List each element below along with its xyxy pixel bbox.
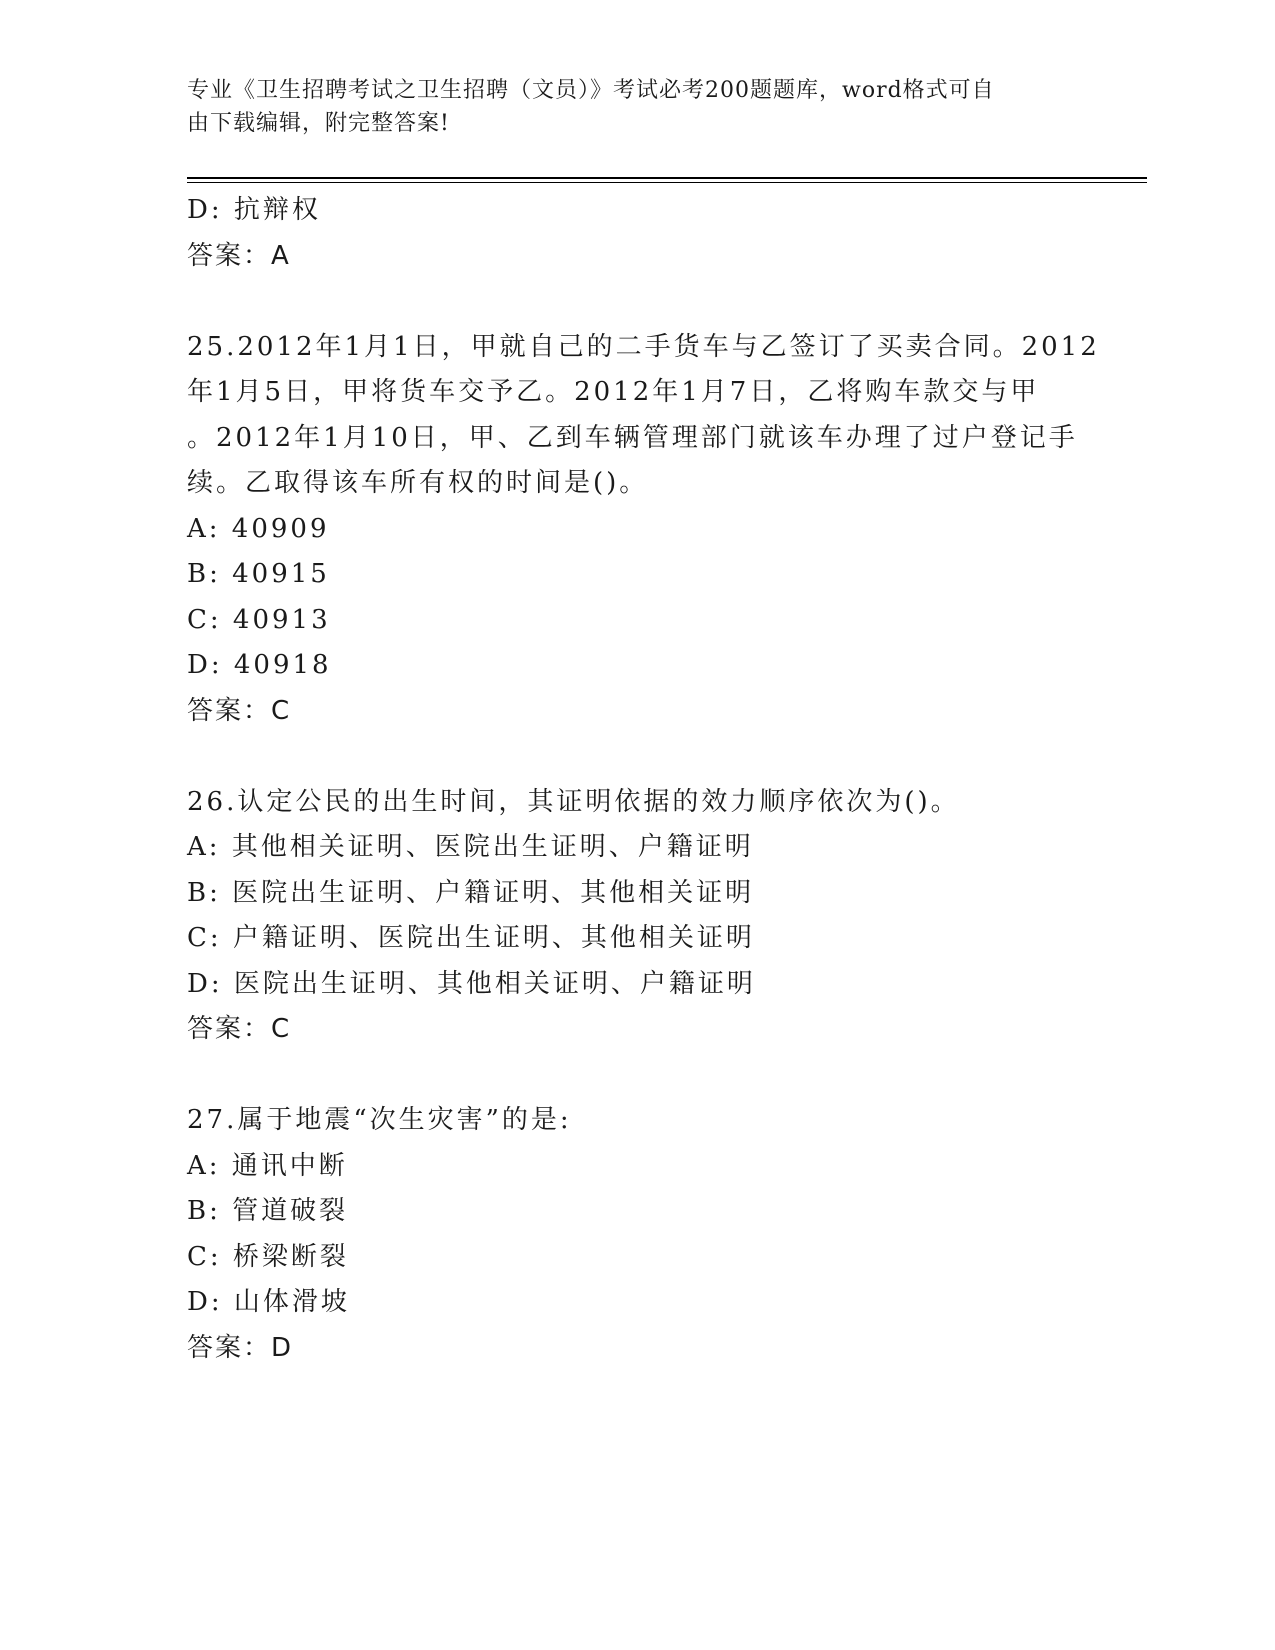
- option-b: B: 医院出生证明、户籍证明、其他相关证明: [187, 877, 755, 908]
- option-c: C: 40913: [187, 604, 331, 635]
- option-c: C: 桥梁断裂: [187, 1241, 349, 1272]
- header-line-2: 由下载编辑，附完整答案!: [187, 111, 450, 136]
- option-d: D: 医院出生证明、其他相关证明、户籍证明: [187, 968, 756, 999]
- answer: 答案：C: [187, 695, 292, 726]
- header-divider-thin: [187, 182, 1147, 183]
- option-d: D: 40918: [187, 650, 332, 680]
- option-a: A: 通讯中断: [187, 1150, 348, 1181]
- option-a: A: 40909: [187, 513, 330, 544]
- question-27: [187, 1098, 1087, 1371]
- spacer: [187, 734, 1087, 780]
- question-stem: [187, 325, 1100, 507]
- carryover-option-d: D: 抗辩权: [187, 195, 321, 225]
- stem-line: 续。乙取得该车所有权的时间是()。: [187, 468, 649, 498]
- option-b: B: 40915: [187, 559, 330, 589]
- stem-line: 年1月5日，甲将货车交予乙。2012年1月7日，乙将购车款交与甲: [187, 377, 1040, 407]
- stem-line: 25.2012年1月1日，甲就自己的二手货车与乙签订了买卖合同。2012: [187, 331, 1100, 362]
- question-25: [187, 325, 1100, 735]
- question-content: [187, 188, 1100, 1371]
- question-26: [187, 780, 1087, 1053]
- stem-line: 26.认定公民的出生时间，其证明依据的效力顺序依次为()。: [187, 786, 960, 817]
- spacer: [187, 279, 1087, 325]
- answer: 答案：C: [187, 1014, 292, 1044]
- question-stem: [187, 780, 1087, 826]
- option-a: A: 其他相关证明、医院出生证明、户籍证明: [187, 832, 754, 862]
- stem-line: 27.属于地震“次生灾害”的是:: [187, 1105, 572, 1135]
- answer: 答案：D: [187, 1332, 294, 1363]
- header-line-1: 专业《卫生招聘考试之卫生招聘（文员）》考试必考200题题库，word格式可自: [187, 78, 995, 103]
- stem-line: 。2012年1月10日，甲、乙到车辆管理部门就该车办理了过户登记手: [187, 422, 1078, 453]
- page-header: [187, 74, 1067, 140]
- header-divider-thick: [187, 177, 1147, 179]
- carryover-answer: 答案：A: [187, 240, 291, 271]
- option-d: D: 山体滑坡: [187, 1287, 350, 1317]
- spacer: [187, 1053, 1087, 1099]
- question-stem: [187, 1098, 1087, 1144]
- option-b: B: 管道破裂: [187, 1196, 349, 1226]
- option-c: C: 户籍证明、医院出生证明、其他相关证明: [187, 923, 755, 953]
